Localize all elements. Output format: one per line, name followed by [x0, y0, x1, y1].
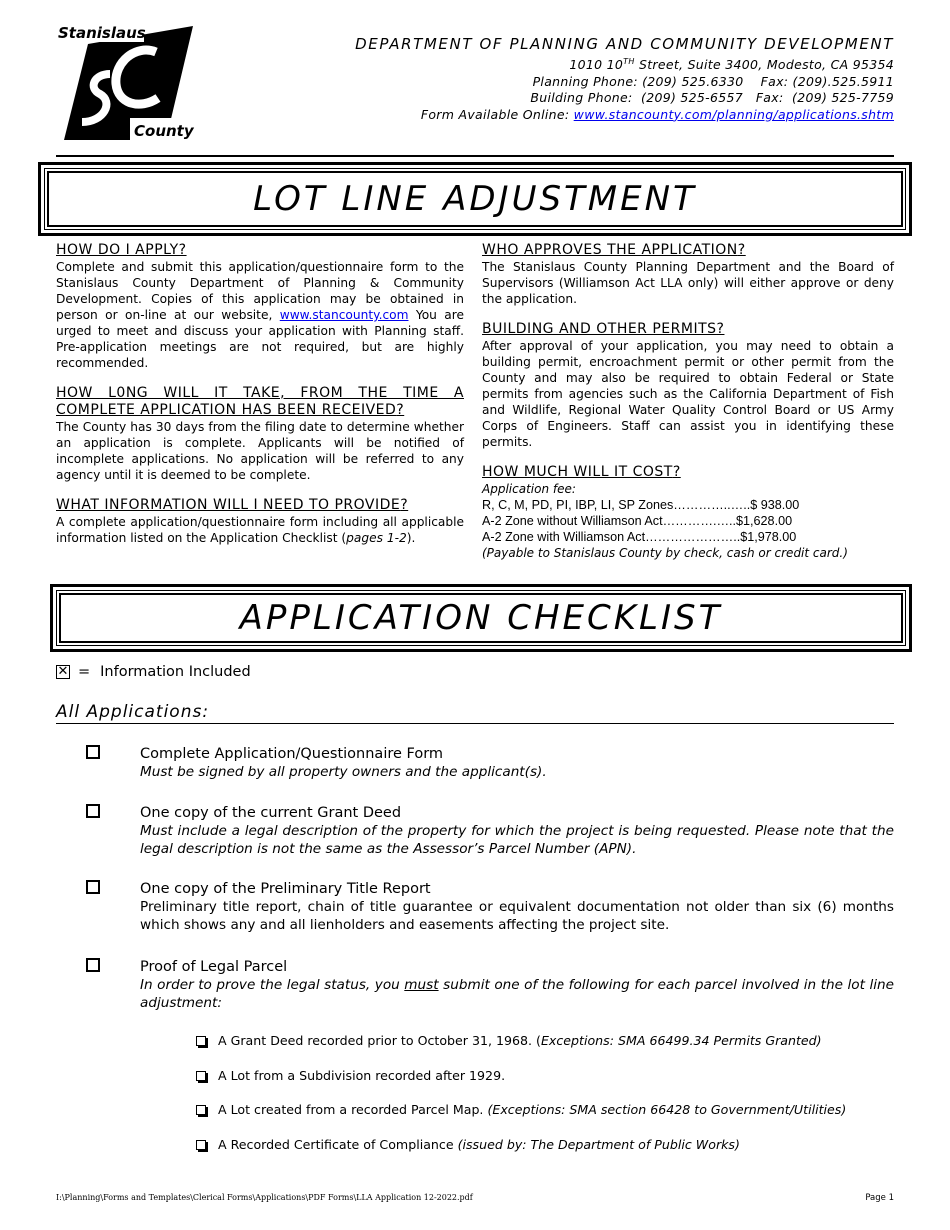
planning-phone: Planning Phone: (209) 525.6330 Fax: (209).525.5911 [532, 73, 894, 89]
checkbox[interactable] [86, 745, 100, 759]
department-title: DEPARTMENT OF PLANNING AND COMMUNITY DEVELOPMENT [355, 35, 894, 53]
heading-how-apply: HOW DO I APPLY? [56, 242, 187, 258]
text-who-approves: The Stanislaus County Planning Department and the Board of Supervisors (Williamson Act LLA only) will either approve or deny the application. [482, 260, 894, 306]
checkbox[interactable] [196, 1140, 206, 1150]
fee-row: A-2 Zone without Williamson Act………….…..$1,628.00 [482, 514, 793, 528]
logo-bottom-text: County [134, 122, 194, 140]
fee-note: (Payable to Stanislaus County by check, cash or credit card.) [482, 546, 848, 560]
heading-cost: HOW MUCH WILL IT COST? [482, 464, 681, 480]
checkbox[interactable] [86, 880, 100, 894]
text-permits: After approval of your application, you may need to obtain a building permit, encroachment permit or other permit from the County and may also be required to obtain Federal or State permits from agencies such as the California Department of Fish and Wildlife, Regional Water Quality Control Board or US Army Corps of Engineers. Staff can assist you in identifying these permits. [482, 339, 894, 449]
stancounty-link[interactable]: www.stancounty.com [279, 308, 409, 322]
logo-top-text: Stanislaus [58, 24, 146, 42]
form-url-link[interactable]: www.stancounty.com/planning/applications.shtm [573, 106, 894, 122]
checkbox[interactable] [196, 1105, 206, 1115]
header-divider [56, 155, 894, 157]
checklist-item: Proof of Legal Parcel In order to prove the legal status, you must submit one of the following for each parcel involved in the lot line adjustment: [86, 958, 894, 1012]
checklist-title: APPLICATION CHECKLIST [239, 598, 723, 638]
checked-box-icon: ✕ [57, 664, 69, 679]
sub-item: A Lot from a Subdivision recorded after 1929. [196, 1068, 894, 1084]
sub-item: A Grant Deed recorded prior to October 31, 1968. (Exceptions: SMA 66499.34 Permits Granted) [196, 1033, 894, 1049]
text-how-long: The County has 30 days from the filing date to determine whether an application is complete. Applicants will be notified of incomplete applications. No application will be referred to any agency until it is deemed to be complete. [56, 420, 464, 482]
heading-permits: BUILDING AND OTHER PERMITS? [482, 321, 725, 337]
department-info [355, 34, 894, 123]
footer-path: I:\Planning\Forms and Templates\Clerical Forms\Applications\PDF Forms\LLA Application 12-2022.pdf [56, 1193, 473, 1202]
form-online: Form Available Online: www.stancounty.com/planning/applications.shtm [420, 106, 894, 122]
checkbox[interactable] [196, 1071, 206, 1081]
fee-list [482, 481, 894, 561]
checklist-item: One copy of the Preliminary Title Report Preliminary title report, chain of title guarantee or equivalent documentation not older than six (6) months which shows any and all lienholders and easements affecting the project site. [86, 880, 894, 934]
checklist-item: One copy of the current Grant Deed Must include a legal description of the property for which the project is being requested. Please note that the legal description is not the same as the Assessor’s Parcel Number (APN). [86, 804, 894, 858]
title-frame-checklist [50, 584, 912, 652]
department-address: 1010 10TH Street, Suite 3400, Modesto, CA 95354 [569, 57, 894, 73]
title-frame-lot-line [38, 162, 912, 236]
text-what-info: A complete application/questionnaire form including all applicable information listed on the Application Checklist (pages 1-2). [56, 515, 464, 545]
legend-label: Information Included [100, 664, 251, 680]
stanislaus-county-logo [58, 22, 198, 146]
fee-label: Application fee: [482, 482, 576, 496]
checkbox[interactable] [86, 958, 100, 972]
page-number: Page 1 [865, 1193, 894, 1203]
all-applications-heading: All Applications: [56, 702, 894, 724]
building-phone: Building Phone: (209) 525-6557 Fax: (209) 525-7759 [530, 90, 894, 106]
logo-graphic [58, 22, 198, 146]
text-how-apply: Complete and submit this application/questionnaire form to the Stanislaus County Department of Planning & Community Development. Copies of this application may be obtained in person or on-line at our website, www.stancounty.com You are urged to meet and discuss your application with Planning staff. Pre-application meetings are not required, but are highly recommended. [56, 260, 464, 370]
sub-item: A Recorded Certificate of Compliance (issued by: The Department of Public Works) [196, 1137, 894, 1153]
heading-how-long: HOW L0NG WILL IT TAKE, FROM THE TIME A COMPLETE APPLICATION HAS BEEN RECEIVED? [56, 385, 464, 418]
heading-what-info: WHAT INFORMATION WILL I NEED TO PROVIDE? [56, 497, 409, 513]
page-title: LOT LINE ADJUSTMENT [253, 179, 697, 219]
checklist-item: Complete Application/Questionnaire Form Must be signed by all property owners and the applicant(s). [86, 745, 894, 781]
checkbox[interactable] [196, 1036, 206, 1046]
heading-who-approves: WHO APPROVES THE APPLICATION? [482, 242, 746, 258]
checklist-legend: ✕ = Information Included [57, 664, 251, 680]
checkbox[interactable] [86, 804, 100, 818]
sub-item: A Lot created from a recorded Parcel Map. (Exceptions: SMA section 66428 to Government/Utilities) [196, 1102, 894, 1118]
fee-row: R, C, M, PD, PI, IBP, LI, SP Zones…………..…..$ 938.00 [482, 498, 800, 512]
left-column [56, 242, 464, 560]
right-column [482, 242, 894, 561]
fee-row: A-2 Zone with Williamson Act…………………..$1,978.00 [482, 530, 797, 544]
